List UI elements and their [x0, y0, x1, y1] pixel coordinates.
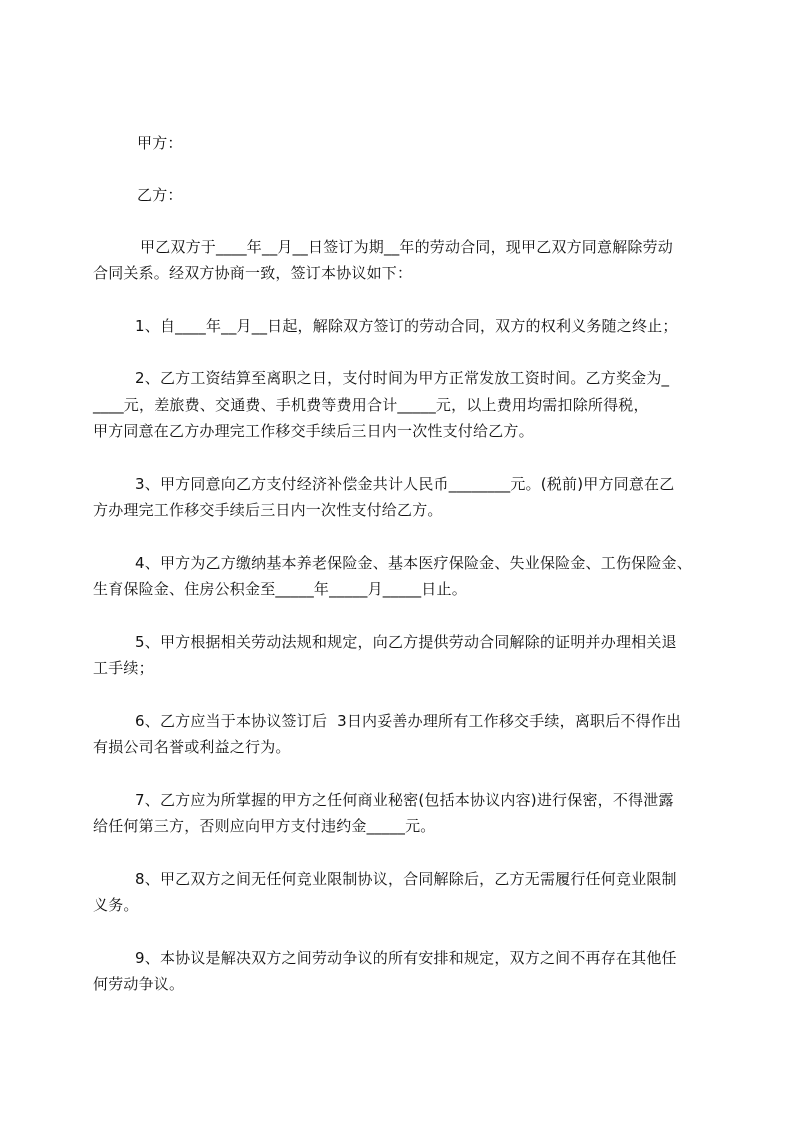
intro-line: 合同关系。经双方协商一致，签订本协议如下： [93, 264, 413, 282]
clause-line: 方办理完工作移交手续后三日内一次性支付给乙方。 [93, 501, 443, 519]
clause-line: 5、甲方根据相关劳动法规和规定，向乙方提供劳动合同解除的证明并办理相关退 [135, 633, 677, 651]
clause-line: 生育保险金、住房公积金至_____年_____月_____日止。 [93, 580, 467, 598]
clause-line: 7、乙方应为所掌握的甲方之任何商业秘密(包括本协议内容)进行保密，不得泄露 [135, 791, 674, 809]
clause-line: 何劳动争议。 [93, 975, 185, 993]
clause-line: 甲方同意在乙方办理完工作移交手续后三日内一次性支付给乙方。 [93, 422, 534, 440]
clause-line: 4、甲方为乙方缴纳基本养老保险金、基本医疗保险金、失业保险金、工伤保险金、 [135, 554, 692, 572]
clause-line: 有损公司名誉或利益之行为。 [93, 738, 291, 756]
clause-line: 给任何第三方，否则应向甲方支付违约金_____元。 [93, 817, 436, 835]
clause-line: 3、甲方同意向乙方支付经济补偿金共计人民币________元。(税前)甲方同意在乙 [135, 475, 675, 493]
clause-line: 义务。 [93, 896, 139, 914]
party-b-label: 乙方： [137, 186, 183, 204]
intro-line: 甲乙双方于____年__月__日签订为期__年的劳动合同，现甲乙双方同意解除劳动 [140, 238, 674, 256]
clause-line: 9、本协议是解决双方之间劳动争议的所有安排和规定，双方之间不再存在其他任 [135, 949, 677, 967]
clause-line: 1、自____年__月__日起，解除双方签订的劳动合同，双方的权利义务随之终止； [135, 317, 678, 335]
clause-line: 工手续； [93, 659, 154, 677]
clause-line: 6、乙方应当于本协议签订后 3日内妥善办理所有工作移交手续，离职后不得作出 [135, 712, 682, 730]
clause-line: ____元，差旅费、交通费、手机费等费用合计_____元，以上费用均需扣除所得税， [93, 396, 649, 414]
clause-line: 2、乙方工资结算至离职之日，支付时间为甲方正常发放工资时间。乙方奖金为_ [135, 369, 670, 387]
party-a-label: 甲方： [137, 134, 183, 152]
clause-line: 8、甲乙双方之间无任何竞业限制协议，合同解除后，乙方无需履行任何竞业限制 [135, 870, 677, 888]
